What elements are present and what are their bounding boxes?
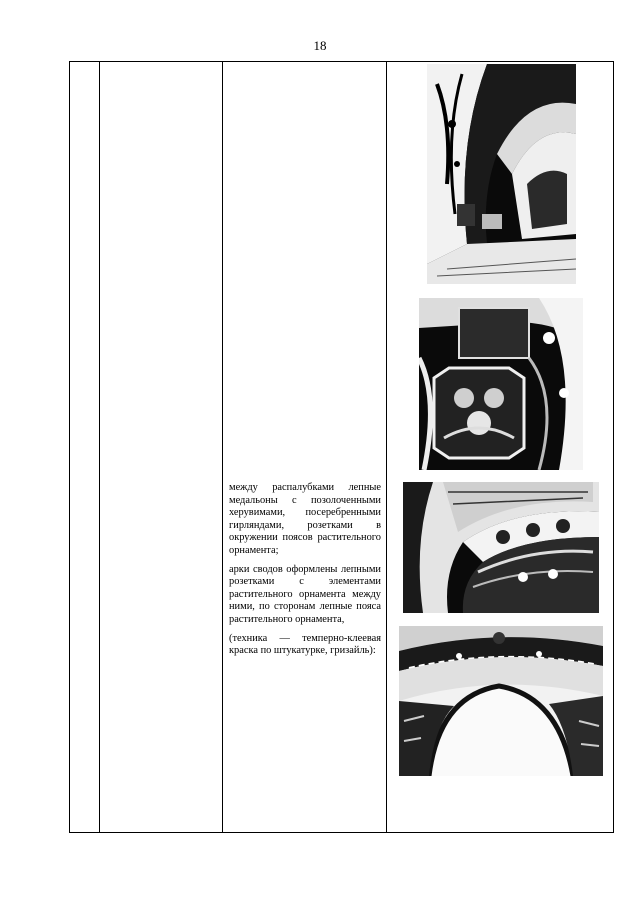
document-table: [69, 61, 614, 833]
column-divider: [386, 62, 387, 832]
column-divider: [222, 62, 223, 832]
photo-stucco-medallion: [419, 298, 583, 470]
photo-vault-arch: [399, 626, 603, 776]
column-divider: [99, 62, 100, 832]
page-number: 18: [313, 38, 327, 53]
photo-arch-rosettes: [403, 482, 599, 613]
description-paragraph: (техника — темперно-клеевая краска по штукатурке, гризайль):: [229, 632, 381, 657]
description-cell: [229, 482, 381, 664]
description-paragraph: между распалубками лепные медальоны с позолоченными херувимами, посеребренными гирляндами, розетками в окружении поясов растительного орнамента;: [229, 482, 381, 556]
photo-vault-corner: [427, 64, 576, 284]
description-paragraph: арки сводов оформлены лепными розетками с элементами растительного орнамента между ними, по сторонам лепные пояса растительного орнамента,: [229, 563, 381, 625]
